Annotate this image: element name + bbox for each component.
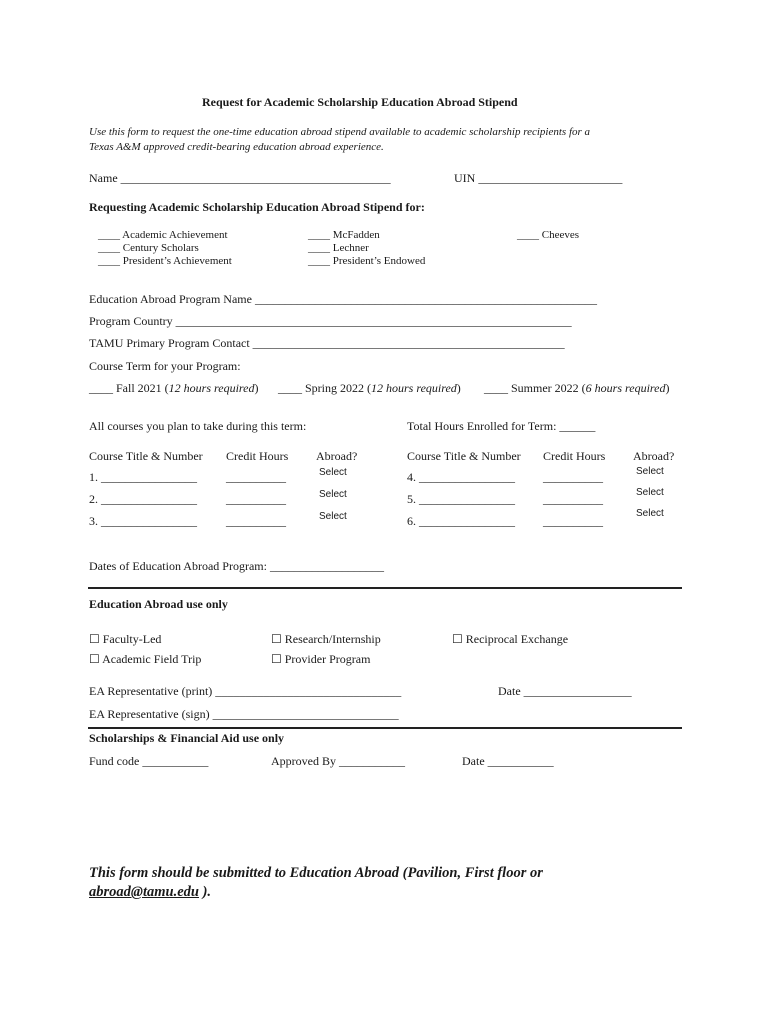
- scholarship-label: Century Scholars: [122, 242, 199, 254]
- abroad-select[interactable]: Select: [636, 487, 664, 498]
- term-paren: (: [367, 381, 372, 395]
- credit-hours-field[interactable]: __________: [226, 470, 286, 484]
- term-name: Spring 2022: [305, 381, 365, 395]
- ea-date-field[interactable]: Date __________________: [498, 684, 632, 698]
- term-paren: ): [254, 381, 259, 395]
- scholarship-option[interactable]: [517, 229, 579, 241]
- course-title-header: Course Title & Number: [89, 449, 203, 463]
- course-title-field[interactable]: 5. ________________: [407, 492, 515, 506]
- submission-note-line-1: This form should be submitted to Education Abroad (Pavilion, First floor or: [89, 865, 543, 881]
- scholarship-blank: ____: [98, 229, 120, 241]
- term-blank: ____: [484, 381, 508, 395]
- course-title-field[interactable]: 1. ________________: [89, 470, 197, 484]
- sfa-date-field[interactable]: Date ___________: [462, 754, 554, 768]
- scholarship-label: Academic Achievement: [122, 229, 228, 241]
- scholarship-option[interactable]: [98, 229, 228, 241]
- abroad-select[interactable]: Select: [319, 511, 347, 522]
- scholarship-blank: ____: [98, 255, 120, 267]
- scholarship-blank: ____: [308, 229, 330, 241]
- name-field[interactable]: Name _____________________________________________: [89, 171, 391, 185]
- ea-rep-sign-field[interactable]: EA Representative (sign) _______________________________: [89, 707, 399, 721]
- scholarship-label: McFadden: [332, 229, 380, 241]
- section-divider: [88, 587, 682, 589]
- email-link[interactable]: abroad@tamu.edu: [89, 884, 199, 900]
- term-blank: ____: [278, 381, 302, 395]
- credit-hours-header: Credit Hours: [543, 449, 606, 463]
- scholarship-option[interactable]: [308, 255, 425, 267]
- scholarship-label: Lechner: [332, 242, 369, 254]
- scholarship-option[interactable]: [308, 229, 380, 241]
- academic-field-trip-checkbox[interactable]: ☐ Academic Field Trip: [89, 652, 202, 666]
- research-internship-checkbox[interactable]: ☐ Research/Internship: [271, 632, 381, 646]
- ea-section-heading: Education Abroad use only: [89, 597, 228, 611]
- provider-program-checkbox[interactable]: ☐ Provider Program: [271, 652, 371, 666]
- abroad-header: Abroad?: [316, 449, 358, 463]
- course-title-field[interactable]: 2. ________________: [89, 492, 197, 506]
- approved-by-field[interactable]: Approved By ___________: [271, 754, 405, 768]
- ea-rep-print-field[interactable]: EA Representative (print) _______________________________: [89, 684, 402, 698]
- program-name-field[interactable]: Education Abroad Program Name _________________________________________________________: [89, 292, 597, 306]
- term-requirement: 12 hours required: [168, 381, 255, 395]
- scholarship-option[interactable]: [98, 255, 232, 267]
- scholarship-label: President’s Endowed: [332, 255, 426, 267]
- scholarship-blank: ____: [308, 255, 330, 267]
- scholarship-label: President’s Achievement: [122, 255, 232, 267]
- program-contact-field[interactable]: TAMU Primary Program Contact ____________________________________________________: [89, 336, 565, 350]
- program-dates-field[interactable]: Dates of Education Abroad Program: ___________________: [89, 559, 384, 573]
- term-requirement: 6 hours required: [585, 381, 666, 395]
- abroad-select[interactable]: Select: [319, 489, 347, 500]
- term-option-summer[interactable]: [484, 381, 669, 396]
- submission-note-end: ).: [198, 884, 212, 900]
- course-title-field[interactable]: 4. ________________: [407, 470, 515, 484]
- abroad-header: Abroad?: [633, 449, 675, 463]
- course-title-header: Course Title & Number: [407, 449, 521, 463]
- course-title-field[interactable]: 3. ________________: [89, 514, 197, 528]
- credit-hours-field[interactable]: __________: [226, 492, 286, 506]
- term-paren: (: [581, 381, 586, 395]
- abroad-select[interactable]: Select: [636, 508, 664, 519]
- scholarship-label: Cheeves: [541, 229, 580, 241]
- intro-text-line-1: Use this form to request the one-time education abroad stipend available to academic scholarship recipients for a: [89, 126, 591, 138]
- sfa-section-heading: Scholarships & Financial Aid use only: [89, 731, 285, 745]
- intro-text-line-2: Texas A&M approved credit-bearing education abroad experience.: [89, 141, 384, 153]
- scholarship-option[interactable]: [98, 242, 199, 254]
- term-name: Summer 2022: [511, 381, 579, 395]
- credit-hours-header: Credit Hours: [226, 449, 289, 463]
- course-title-field[interactable]: 6. ________________: [407, 514, 515, 528]
- scholarship-option[interactable]: [308, 242, 369, 254]
- scholarship-blank: ____: [308, 242, 330, 254]
- credit-hours-field[interactable]: __________: [543, 492, 603, 506]
- uin-field[interactable]: UIN ________________________: [454, 171, 623, 185]
- term-paren: ): [456, 381, 461, 395]
- term-option-spring[interactable]: [278, 381, 461, 396]
- credit-hours-field[interactable]: __________: [543, 470, 603, 484]
- page-title: Request for Academic Scholarship Education Abroad Stipend: [202, 95, 518, 109]
- reciprocal-exchange-checkbox[interactable]: ☐ Reciprocal Exchange: [452, 632, 569, 646]
- term-paren: ): [665, 381, 670, 395]
- total-hours-field[interactable]: Total Hours Enrolled for Term: ______: [407, 419, 596, 433]
- credit-hours-field[interactable]: __________: [543, 514, 603, 528]
- scholarship-blank: ____: [517, 229, 539, 241]
- term-blank: ____: [89, 381, 113, 395]
- credit-hours-field[interactable]: __________: [226, 514, 286, 528]
- submission-note-line-2: [89, 884, 211, 901]
- scholarship-blank: ____: [98, 242, 120, 254]
- term-requirement: 12 hours required: [371, 381, 457, 395]
- section-divider: [88, 727, 682, 729]
- program-country-field[interactable]: Program Country __________________________________________________________________: [89, 314, 572, 328]
- abroad-select[interactable]: Select: [319, 467, 347, 478]
- stipend-heading: Requesting Academic Scholarship Education Abroad Stipend for:: [89, 200, 425, 214]
- abroad-select[interactable]: Select: [636, 466, 664, 477]
- term-name: Fall 2021: [116, 381, 162, 395]
- faculty-led-checkbox[interactable]: ☐ Faculty-Led: [89, 632, 162, 646]
- course-term-label: Course Term for your Program:: [89, 359, 241, 373]
- fund-code-field[interactable]: Fund code ___________: [89, 754, 209, 768]
- term-paren: (: [164, 381, 169, 395]
- courses-label: All courses you plan to take during this term:: [89, 419, 307, 433]
- term-option-fall[interactable]: [89, 381, 258, 396]
